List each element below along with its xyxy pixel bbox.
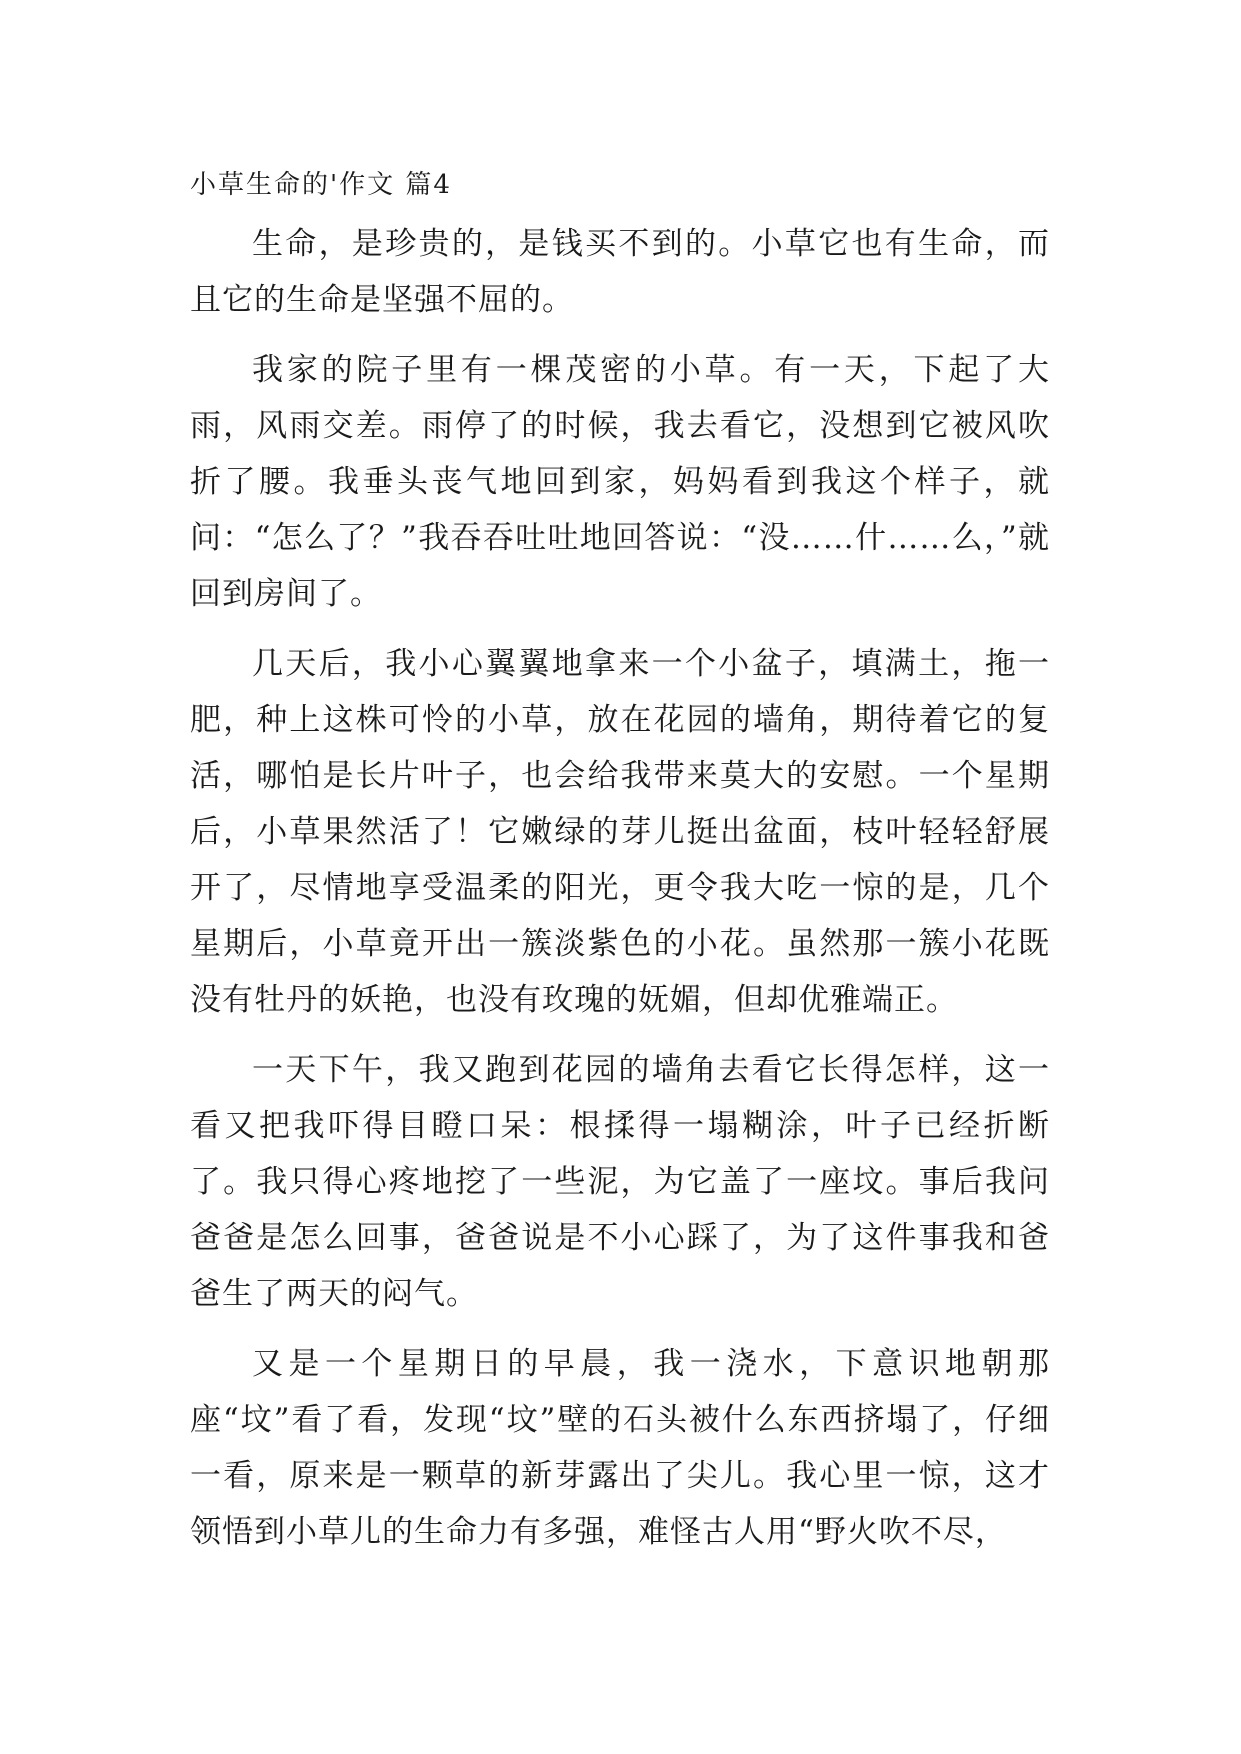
paragraph-1: 生命，是珍贵的，是钱买不到的。小草它也有生命，而且它的生命是坚强不屈的。	[190, 226, 1050, 318]
document-title: 小草生命的'作文 篇4	[190, 170, 452, 200]
paragraph-4: 一天下午，我又跑到花园的墙角去看它长得怎样，这一看又把我吓得目瞪口呆：根揉得一塌糊涂，叶子已经折断了。我只得心疼地挖了一些泥，为它盖了一座坟。事后我问爸爸是怎么回事，爸爸说是不小心踩了，为了这件事我和爸爸生了两天的闷气。	[190, 1052, 1050, 1312]
paragraph-5: 又是一个星期日的早晨，我一浇水，下意识地朝那座“坟”看了看，发现“坟”壁的石头被什么东西挤塌了，仔细一看，原来是一颗草的新芽露出了尖儿。我心里一惊，这才领悟到小草儿的生命力有多强，难怪古人用“野火吹不尽，	[190, 1346, 1050, 1550]
document-page	[190, 160, 1050, 1574]
paragraph-3: 几天后，我小心翼翼地拿来一个小盆子，填满土，拖一肥，种上这株可怜的小草，放在花园的墙角，期待着它的复活，哪怕是长片叶子，也会给我带来莫大的安慰。一个星期后，小草果然活了！它嫩绿的芽儿挺出盆面，枝叶轻轻舒展开了，尽情地享受温柔的阳光，更令我大吃一惊的是，几个星期后，小草竟开出一簇淡紫色的小花。虽然那一簇小花既没有牡丹的妖艳，也没有玫瑰的妩媚，但却优雅端正。	[190, 646, 1050, 1018]
paragraph-2: 我家的院子里有一棵茂密的小草。有一天，下起了大雨，风雨交差。雨停了的时候，我去看它，没想到它被风吹折了腰。我垂头丧气地回到家，妈妈看到我这个样子，就问：“怎么了？”我吞吞吐吐地回答说：“没……什……么，”就回到房间了。	[190, 352, 1050, 612]
